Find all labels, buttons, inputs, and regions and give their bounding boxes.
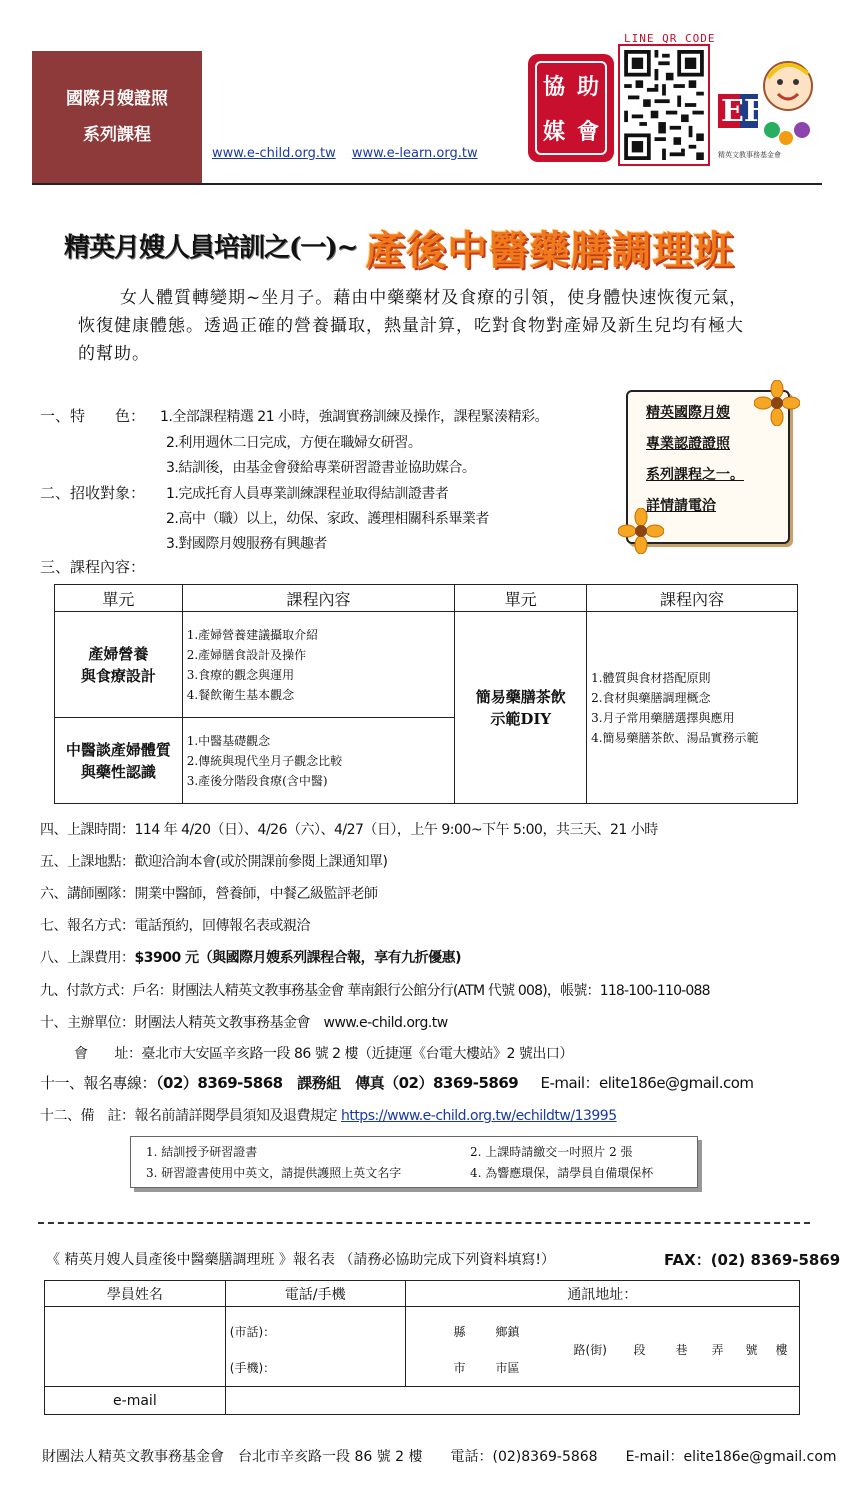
table-row bbox=[55, 612, 798, 718]
addr-district: 市區 bbox=[495, 1361, 520, 1375]
association-logo bbox=[528, 54, 614, 162]
title-prefix: 精英月嫂人員培訓之(一)~ bbox=[64, 233, 358, 263]
intro-text: 女人體質轉變期~坐月子。藉由中藥藥材及食療的引領，使身體快速恢復元氣，恢復健康體態。透過正確的營養攝取，熱量計算，吃對食物對產婦及新生兒均有極大的幫助。 bbox=[78, 288, 748, 364]
feature-item: 2.利用週休二日完成，方便在職婦女研習。 bbox=[166, 435, 422, 451]
fee-value: $3900 元（與國際月嫂系列課程合報，享有九折優惠) bbox=[134, 950, 461, 966]
content-item: 1.中醫基礎觀念 bbox=[186, 733, 271, 748]
teacher-team: 六、講師團隊：開業中醫師，營養師，中餐乙級監評老師 bbox=[40, 886, 378, 902]
class-time: 四、上課時間：114 年 4/20（日）、4/26（六）、4/27（日），上午 9:00~下午 5:00，共三天、21 小時 bbox=[40, 822, 658, 838]
note-item: 1. 結訓授予研習證書 bbox=[146, 1145, 258, 1159]
footer-contact: 財團法人精英文教事務基金會 台北市辛亥路一段 86 號 2 樓 電話：(02)8369-5868 E-mail：elite186e@gmail.com bbox=[42, 1449, 837, 1465]
series-info-line: 系列課程之一。 bbox=[646, 467, 744, 483]
content-item: 3.月子常用藥膳選擇與應用 bbox=[591, 710, 735, 725]
target-item: 3.對國際月嫂服務有興趣者 bbox=[166, 536, 327, 552]
organizer-address: 會 址：臺北市大安區辛亥路一段 86 號 2 樓（近捷運《台電大樓站》2 號出口） bbox=[74, 1046, 573, 1062]
logo-char: 會 bbox=[576, 119, 599, 145]
qr-code-icon bbox=[624, 50, 704, 160]
registration-form bbox=[44, 1280, 800, 1415]
phone-home-label: (市話)： bbox=[229, 1325, 276, 1339]
signup-method: 七、報名方式：電話預約，回傳報名表或親洽 bbox=[40, 918, 310, 934]
series-info-line: 精英國際月嫂 bbox=[646, 405, 730, 421]
email-label: e-mail bbox=[45, 1387, 226, 1415]
hotline-value: （02）8369-5868 課務組 傳真（02）8369-5869 bbox=[156, 1074, 519, 1092]
addr-section: 段 bbox=[633, 1343, 646, 1357]
content-item: 2.食材與藥膳調理概念 bbox=[591, 690, 711, 705]
note-item: 2. 上課時請繳交一吋照片 2 張 bbox=[470, 1145, 633, 1159]
line-qr-code[interactable] bbox=[618, 44, 710, 166]
class-location: 五、上課地點：歡迎洽詢本會(或於開課前參閱上課通知單) bbox=[40, 854, 388, 870]
feature-item: 1.全部課程精選 21 小時，強調實務訓練及操作，課程緊湊精彩。 bbox=[160, 409, 549, 425]
link-e-learn[interactable]: www.e-learn.org.tw bbox=[351, 146, 478, 161]
course-table bbox=[54, 584, 798, 804]
content-item: 3.產後分階段食療(含中醫) bbox=[186, 773, 328, 788]
class-fee bbox=[40, 947, 461, 967]
header-divider bbox=[32, 183, 822, 185]
content-cell bbox=[587, 612, 798, 804]
content-item: 1.產婦營養建議攝取介紹 bbox=[186, 627, 319, 642]
notes-text: 報名前請詳閱學員須知及退費規定 bbox=[134, 1108, 337, 1124]
note-item: 3. 研習證書使用中英文，請提供護照上英文名字 bbox=[146, 1166, 402, 1180]
target-item: 1.完成托育人員專業訓練課程並取得結訓證書者 bbox=[166, 486, 449, 502]
series-info-text bbox=[646, 398, 744, 522]
phone-field[interactable] bbox=[225, 1307, 405, 1387]
table-row bbox=[45, 1281, 800, 1307]
content-item: 3.食療的觀念與運用 bbox=[186, 667, 295, 682]
link-e-child[interactable]: www.e-child.org.tw bbox=[212, 146, 336, 161]
col-address: 通訊地址： bbox=[405, 1281, 799, 1307]
unit-name: 中醫談產婦體質 bbox=[65, 740, 171, 759]
course-table-header bbox=[55, 585, 798, 612]
addr-number: 號 bbox=[745, 1343, 758, 1357]
header-unit: 單元 bbox=[455, 585, 587, 612]
header-links bbox=[212, 146, 490, 161]
series-info-line: 詳情請電洽 bbox=[646, 498, 716, 514]
addr-lane: 巷 bbox=[675, 1343, 688, 1357]
page-title bbox=[64, 196, 804, 276]
ef-caption: 精英文教事務基金會 bbox=[718, 151, 781, 159]
cut-line-divider bbox=[38, 1222, 810, 1224]
header-content: 課程內容 bbox=[182, 585, 455, 612]
unit-cell bbox=[55, 718, 183, 804]
content-cell bbox=[182, 718, 455, 804]
unit-name: 產婦營養 bbox=[88, 644, 149, 663]
content-item: 2.傳統與現代坐月子觀念比較 bbox=[186, 753, 343, 768]
unit-name: 與藥性認識 bbox=[80, 762, 156, 781]
features-label: 一、特 色： bbox=[40, 407, 146, 425]
content-item: 1.體質與食材搭配原則 bbox=[591, 670, 711, 685]
flower-icon bbox=[754, 380, 800, 426]
col-student-name: 學員姓名 bbox=[45, 1281, 226, 1307]
unit-name: 簡易藥膳茶飲 bbox=[475, 687, 566, 706]
student-name-field[interactable] bbox=[45, 1307, 226, 1387]
addr-floor: 樓 bbox=[775, 1343, 788, 1357]
hotline bbox=[40, 1072, 754, 1093]
header-unit: 單元 bbox=[55, 585, 183, 612]
email-field[interactable] bbox=[225, 1387, 799, 1415]
logo-char: 媒 bbox=[542, 119, 565, 145]
unit-name: 與食療設計 bbox=[80, 666, 156, 685]
qr-label: LINE QR CODE bbox=[624, 32, 716, 45]
addr-alley: 弄 bbox=[711, 1343, 724, 1357]
logo-char: 助 bbox=[576, 74, 599, 100]
notes-box bbox=[130, 1136, 710, 1196]
content-item: 2.產婦膳食設計及操作 bbox=[186, 647, 307, 662]
registration-fax: FAX：(02) 8369-5869 bbox=[664, 1251, 841, 1269]
notes bbox=[40, 1105, 617, 1125]
addr-city: 市 bbox=[453, 1361, 466, 1375]
targets-label: 二、招收對象： bbox=[40, 484, 146, 502]
intro-paragraph bbox=[78, 284, 758, 368]
addr-road: 路(街) bbox=[573, 1343, 607, 1357]
contact-email: E-mail：elite186e@gmail.com bbox=[540, 1074, 754, 1092]
series-info-box bbox=[618, 380, 800, 558]
unit-cell bbox=[455, 612, 587, 804]
series-info-line: 專業認證證照 bbox=[646, 436, 730, 452]
logo-char: 協 bbox=[542, 74, 565, 100]
flower-icon bbox=[618, 508, 664, 554]
notes-link[interactable]: https://www.e-child.org.tw/echildtw/13995 bbox=[340, 1108, 617, 1124]
ef-logo-text: EF bbox=[721, 94, 766, 129]
unit-cell bbox=[55, 612, 183, 718]
unit-name: 示範DIY bbox=[490, 709, 552, 728]
phone-mobile-label: (手機)： bbox=[229, 1361, 276, 1375]
organizer: 十、主辦單位：財團法人精英文教事務基金會 www.e-child.org.tw bbox=[40, 1015, 448, 1031]
addr-county: 縣 bbox=[453, 1325, 466, 1339]
note-item: 4. 為響應環保，請學員自備環保杯 bbox=[470, 1166, 654, 1180]
notes-label: 十二、備 註： bbox=[40, 1108, 135, 1124]
feature-item: 3.結訓後，由基金會發給專業研習證書並協助媒合。 bbox=[166, 460, 476, 476]
addr-township: 鄉鎮 bbox=[495, 1325, 520, 1339]
content-item: 4.簡易藥膳茶飲、湯品實務示範 bbox=[591, 730, 759, 745]
title-course-name: 產後中醫藥膳調理班 bbox=[365, 227, 735, 274]
table-row bbox=[45, 1307, 800, 1387]
col-phone: 電話/手機 bbox=[225, 1281, 405, 1307]
table-row bbox=[45, 1387, 800, 1415]
header-content: 課程內容 bbox=[587, 585, 798, 612]
course-heading: 三、課程內容： bbox=[40, 558, 146, 576]
registration-title: 《 精英月嫂人員產後中醫藥膳調理班 》報名表 （請務必協助完成下列資料填寫!） bbox=[46, 1252, 555, 1268]
course-series-badge bbox=[32, 51, 202, 183]
fee-label: 八、上課費用： bbox=[40, 950, 135, 966]
badge-line-2: 系列課程 bbox=[83, 125, 151, 145]
content-cell bbox=[182, 612, 455, 718]
payment-method: 九、付款方式：戶名：財團法人精英文教事務基金會 華南銀行公館分行(ATM 代號 008)，帳號：118-100-110-088 bbox=[40, 983, 710, 999]
badge-line-1: 國際月嫂證照 bbox=[66, 89, 168, 109]
content-item: 4.餐飲衛生基本觀念 bbox=[186, 687, 295, 702]
hotline-label: 十一、報名專線： bbox=[40, 1074, 157, 1092]
address-field[interactable] bbox=[405, 1307, 799, 1387]
target-item: 2.高中（職）以上，幼保、家政、護理相關科系畢業者 bbox=[166, 511, 489, 527]
